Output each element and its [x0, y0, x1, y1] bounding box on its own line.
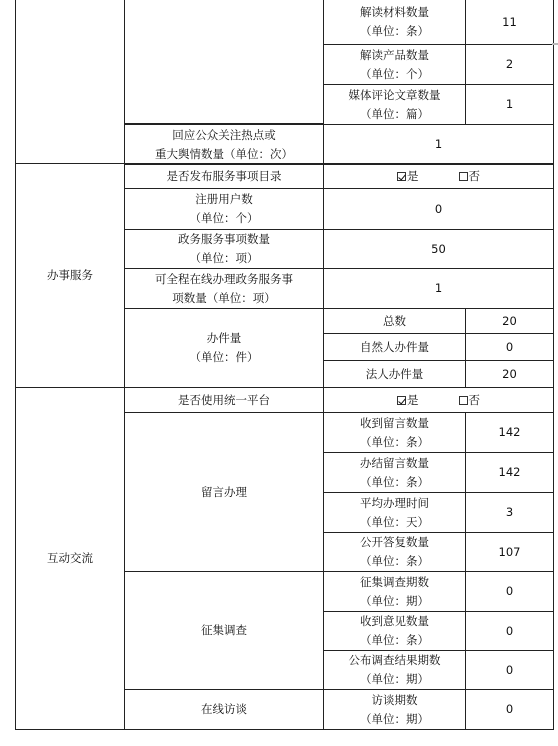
media-articles-value: 1 — [465, 84, 554, 125]
registered-users-value: 0 — [323, 188, 554, 230]
survey-periods-label: 征集调查期数 （单位：期） — [323, 571, 466, 612]
handling-total-label: 总数 — [323, 308, 466, 334]
opinions-received-label: 收到意见数量 （单位：条） — [323, 611, 466, 651]
handling-total-value: 20 — [465, 308, 554, 334]
media-articles-label: 媒体评论文章数量 （单位：篇） — [323, 84, 466, 125]
interpretation-materials-label: 解读材料数量 （单位：条） — [323, 0, 466, 45]
public-replies-value: 107 — [465, 532, 554, 572]
interpretation-materials-value: 11 — [465, 0, 554, 45]
public-response-label: 回应公众关注热点或 重大舆情数量（单位：次） — [124, 124, 324, 165]
platform-yes-option[interactable]: 是 — [397, 391, 419, 410]
online-items-label: 可全程在线办理政务服务事 项数量（单位：项） — [124, 268, 324, 309]
registered-users-label: 注册用户数 （单位：个） — [124, 188, 324, 230]
survey-label: 征集调查 — [124, 571, 324, 690]
section-cell-blank — [15, 0, 125, 164]
avg-handling-time-label: 平均办理时间 （单位：天） — [323, 492, 466, 533]
checkbox-checked-icon — [397, 172, 406, 181]
public-response-value: 1 — [323, 124, 554, 165]
catalog-no-option[interactable]: 否 — [459, 167, 481, 186]
service-items-label: 政务服务事项数量 （单位：项） — [124, 229, 324, 269]
unified-platform-options — [323, 387, 554, 413]
survey-results-published-value: 0 — [465, 650, 554, 690]
interview-periods-label: 访谈期数 （单位：期） — [323, 689, 466, 730]
avg-handling-time-value: 3 — [465, 492, 554, 533]
service-catalog-label: 是否发布服务事项目录 — [124, 163, 324, 189]
messages-closed-label: 办结留言数量 （单位：条） — [323, 452, 466, 493]
public-replies-label: 公开答复数量 （单位：条） — [323, 532, 466, 572]
catalog-yes-option[interactable]: 是 — [397, 167, 419, 186]
opinions-received-value: 0 — [465, 611, 554, 651]
service-catalog-options — [323, 163, 554, 189]
service-items-value: 50 — [323, 229, 554, 269]
message-handling-label: 留言办理 — [124, 412, 324, 572]
messages-received-value: 142 — [465, 412, 554, 453]
survey-periods-value: 0 — [465, 571, 554, 612]
checkbox-empty-icon — [459, 396, 468, 405]
platform-no-option[interactable]: 否 — [459, 391, 481, 410]
checkbox-checked-icon — [397, 396, 406, 405]
unified-platform-label: 是否使用统一平台 — [124, 387, 324, 413]
interpretation-products-label: 解读产品数量 （单位：个） — [323, 44, 466, 85]
handling-legal-person-value: 20 — [465, 360, 554, 388]
interview-periods-value: 0 — [465, 689, 554, 730]
checkbox-empty-icon — [459, 172, 468, 181]
messages-received-label: 收到留言数量 （单位：条） — [323, 412, 466, 453]
subcategory-cell-blank — [124, 0, 324, 124]
messages-closed-value: 142 — [465, 452, 554, 493]
survey-results-published-label: 公布调查结果期数 （单位：期） — [323, 650, 466, 690]
online-interview-label: 在线访谈 — [124, 689, 324, 730]
interaction-section-label: 互动交流 — [15, 387, 125, 730]
handling-natural-person-label: 自然人办件量 — [323, 333, 466, 361]
interpretation-products-value: 2 — [465, 44, 554, 85]
handling-volume-label: 办件量 （单位：件） — [124, 308, 324, 388]
office-services-section-label: 办事服务 — [15, 163, 125, 388]
statistics-table — [16, 0, 554, 730]
handling-legal-person-label: 法人办件量 — [323, 360, 466, 388]
online-items-value: 1 — [323, 268, 554, 309]
handling-natural-person-value: 0 — [465, 333, 554, 361]
page-edge-mark — [552, 43, 558, 45]
